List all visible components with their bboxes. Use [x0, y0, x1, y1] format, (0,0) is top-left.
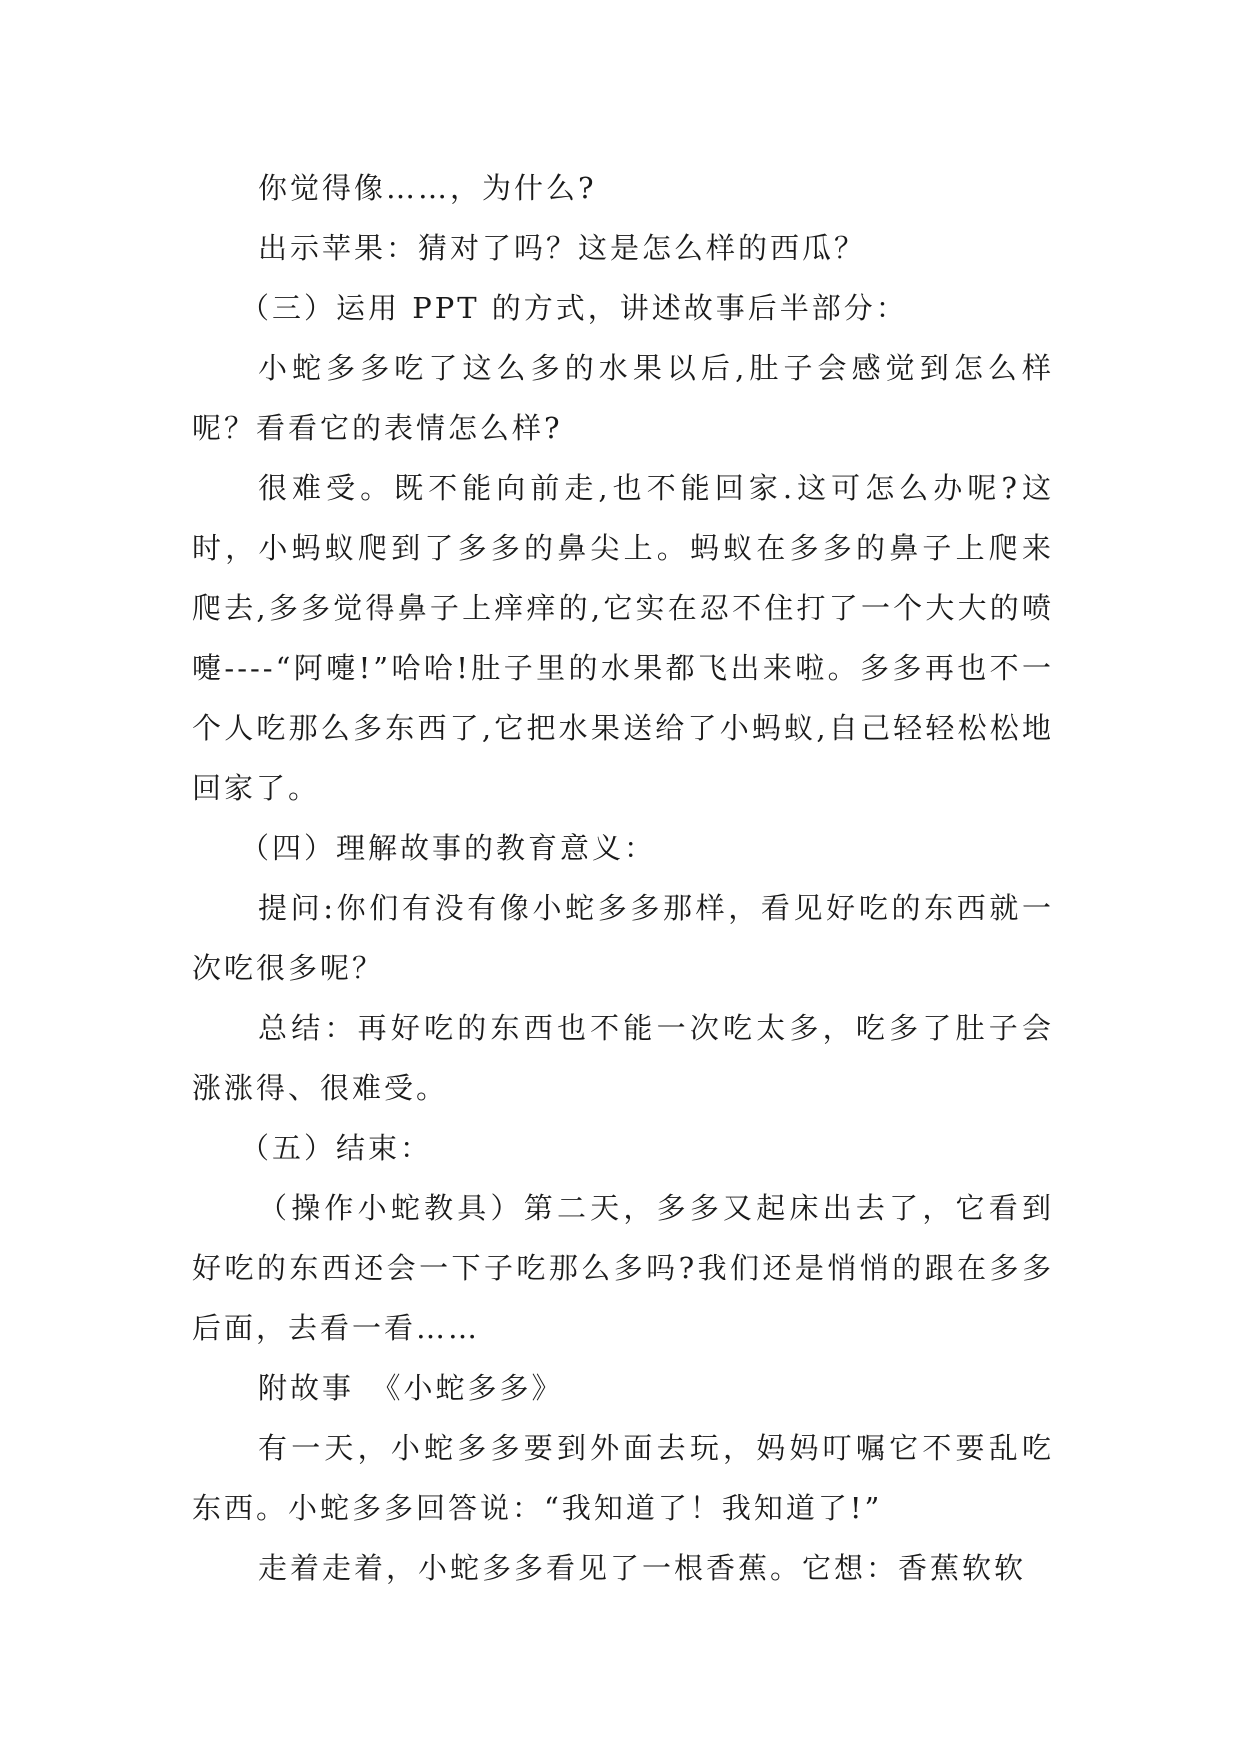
paragraph: 你觉得像……，为什么?: [258, 171, 597, 205]
section-heading: （四）理解故事的教育意义：: [240, 831, 657, 865]
paragraph: 提问:你们有没有像小蛇多多那样，看见好吃的东西就一次吃很多呢？: [192, 891, 1054, 985]
document-body: [192, 158, 1054, 1598]
section-heading: （五）结束：: [240, 1131, 433, 1165]
story-title: 附故事 《小蛇多多》: [258, 1371, 564, 1405]
paragraph: （操作小蛇教具）第二天，多多又起床出去了，它看到好吃的东西还会一下子吃那么多吗?我们还是悄悄的跟在多多后面，去看一看……: [192, 1191, 1054, 1345]
paragraph: 出示苹果：猜对了吗？这是怎么样的西瓜？: [258, 231, 867, 265]
paragraph: 走着走着，小蛇多多看见了一根香蕉。它想：香蕉软软: [258, 1551, 1027, 1585]
section-heading: （三）运用 PPT 的方式，讲述故事后半部分：: [240, 291, 908, 325]
paragraph: 总结：再好吃的东西也不能一次吃太多，吃多了肚子会涨涨得、很难受。: [192, 1011, 1054, 1105]
paragraph: 小蛇多多吃了这么多的水果以后,肚子会感觉到怎么样呢？看看它的表情怎么样?: [192, 351, 1054, 445]
paragraph: 有一天，小蛇多多要到外面去玩，妈妈叮嘱它不要乱吃东西。小蛇多多回答说：“我知道了！我知道了!”: [192, 1431, 1054, 1525]
paragraph: 很难受。既不能向前走,也不能回家.这可怎么办呢?这时，小蚂蚁爬到了多多的鼻尖上。蚂蚁在多多的鼻子上爬来爬去,多多觉得鼻子上痒痒的,它实在忍不住打了一个大大的喷嚏----“阿嚏!”哈哈!肚子里的水果都飞出来啦。多多再也不一个人吃那么多东西了,它把水果送给了小蚂蚁,自己轻轻松松地回家了。: [192, 471, 1054, 805]
